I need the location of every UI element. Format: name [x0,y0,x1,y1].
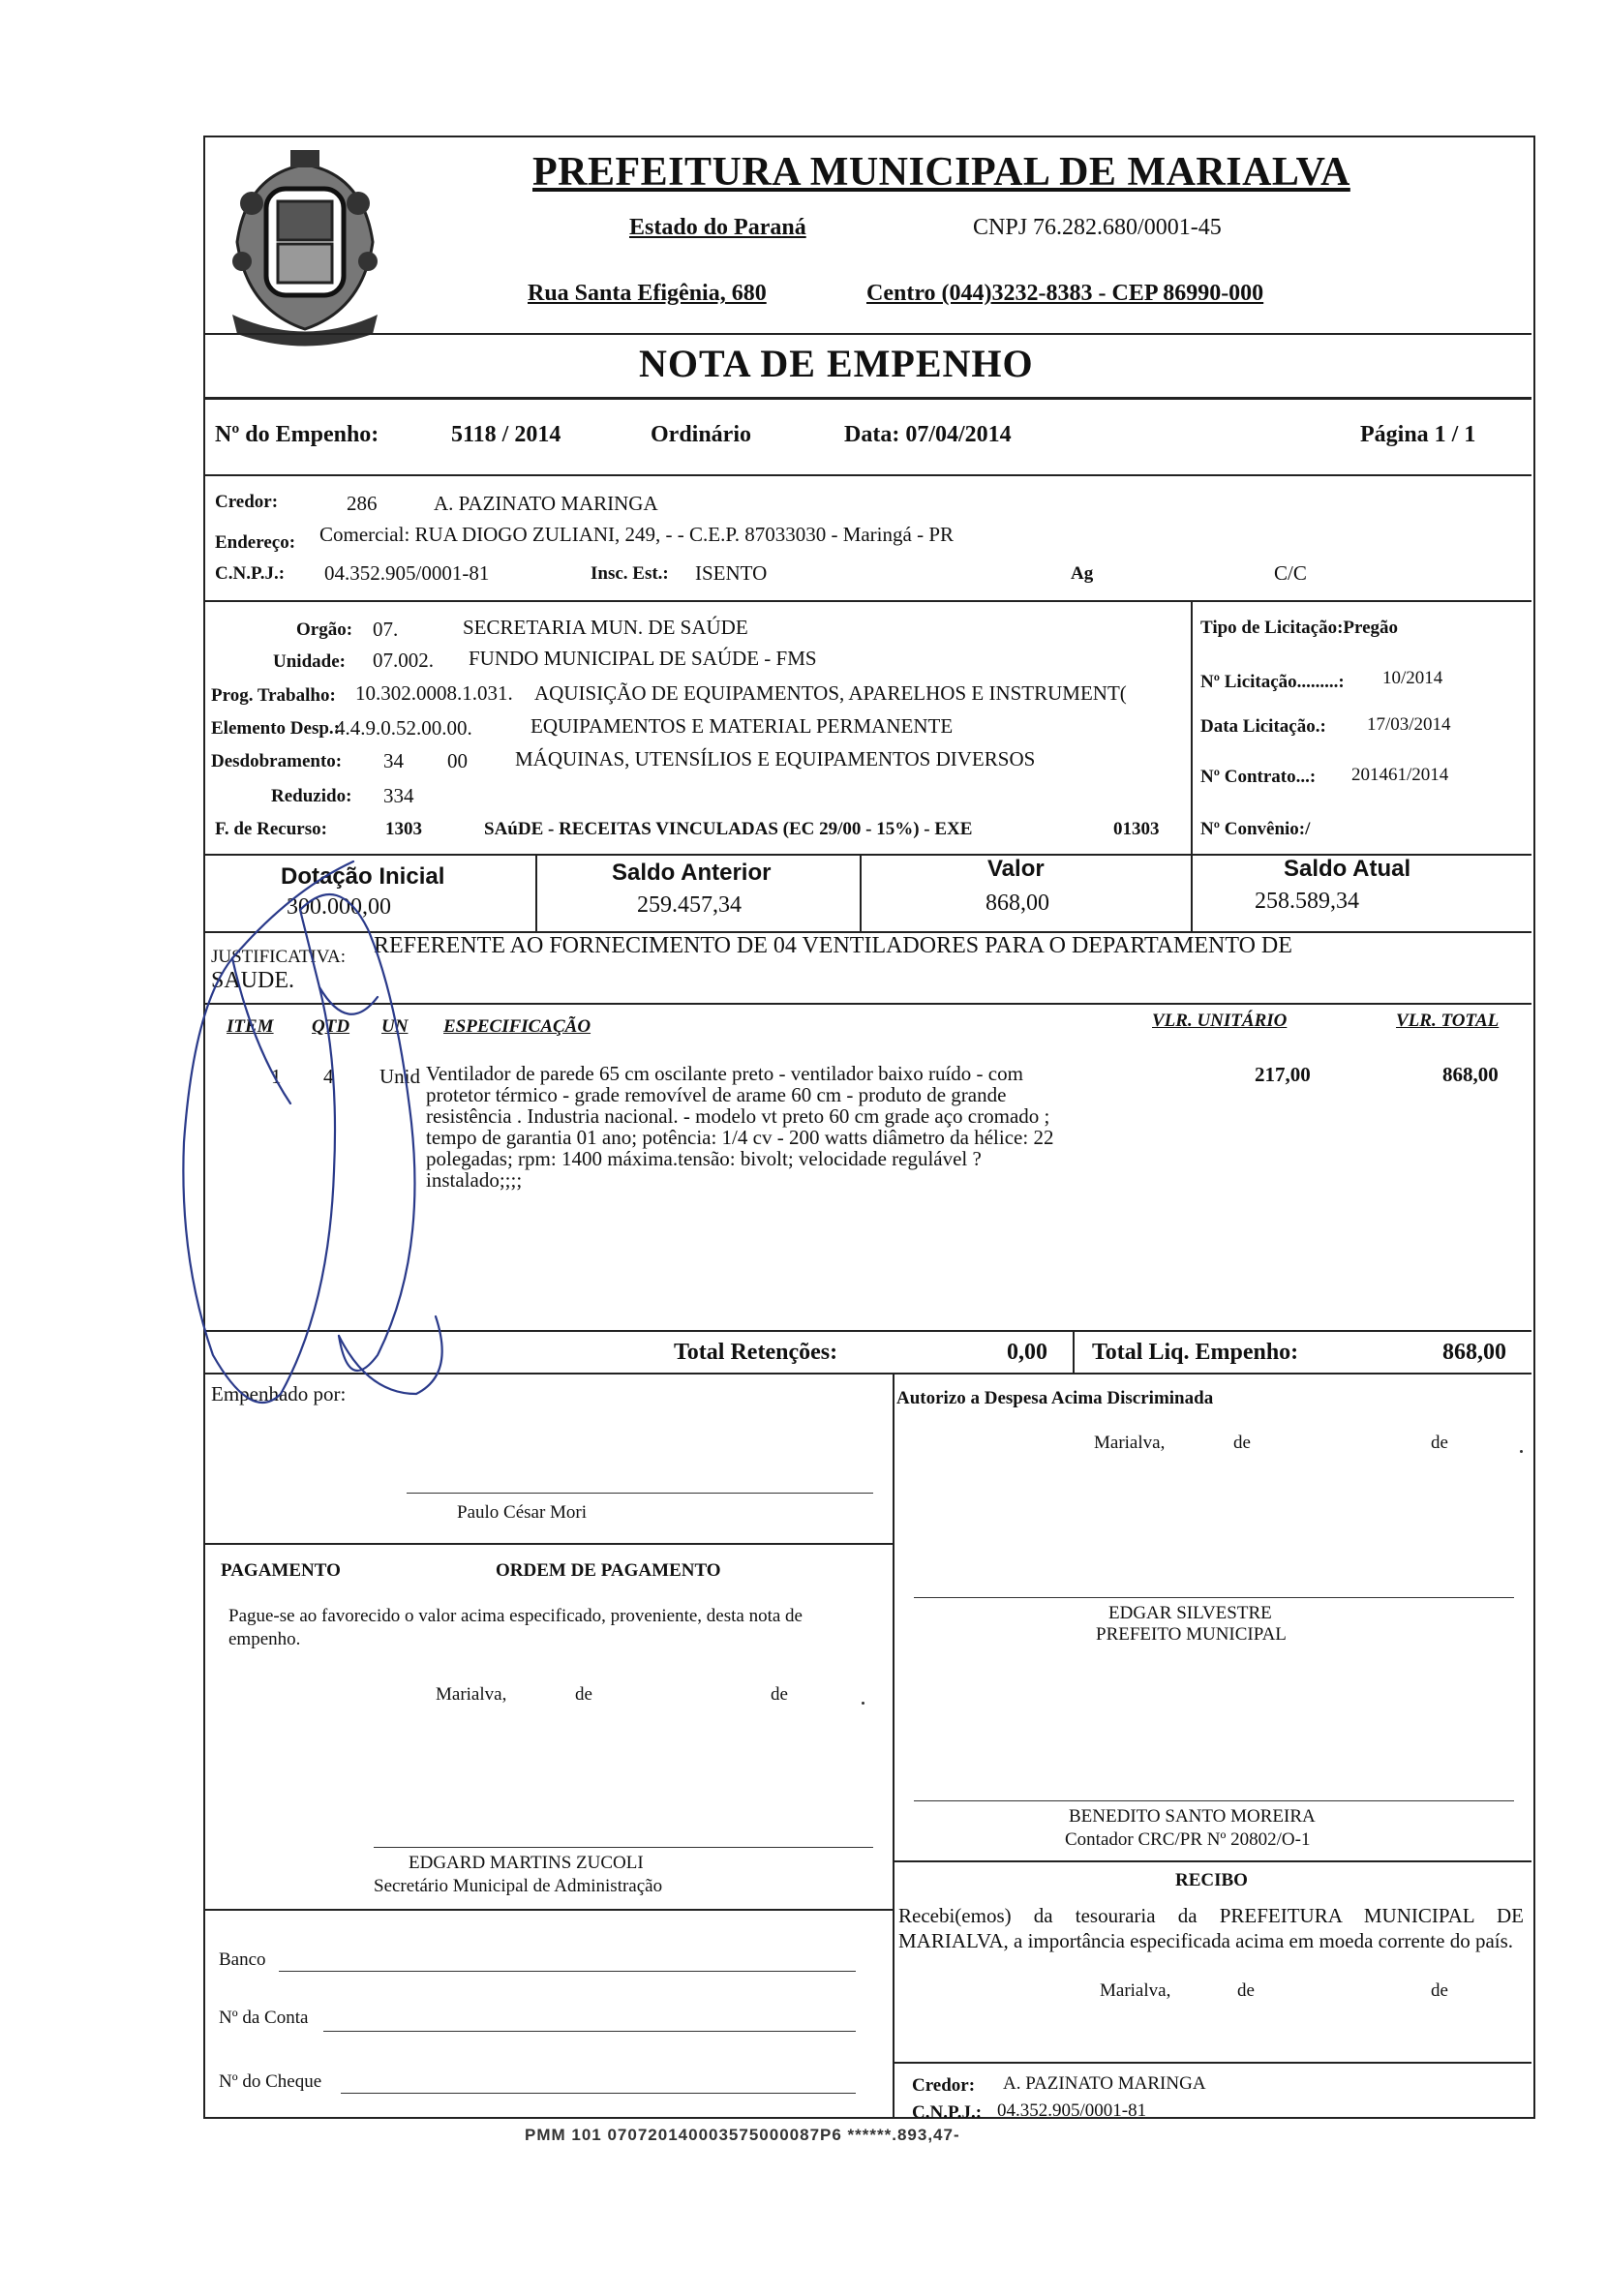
credor-address: Comercial: RUA DIOGO ZULIANI, 249, - - C.E.P. 87033030 - Maringá - PR [319,523,955,546]
recibo-title: RECIBO [1175,1870,1248,1890]
recibo-cnpj: 04.352.905/0001-81 [997,2100,1147,2121]
total-liq-value: 868,00 [1442,1340,1506,1365]
empenho-label: Nº do Empenho: [215,422,379,447]
col-qtd: QTD [312,1016,350,1037]
licitacao-numero-label: Nº Licitação.........: [1200,672,1345,692]
empenho-type: Ordinário [651,422,752,447]
prefeito-cargo: PREFEITO MUNICIPAL [1096,1624,1287,1645]
address-rest: Centro (044)3232-8383 - CEP 86990-000 [866,281,1264,306]
secretario-cargo: Secretário Municipal de Administração [374,1876,663,1896]
col-especificacao: ESPECIFICAÇÃO [443,1016,591,1037]
item-total-value: 868,00 [1442,1063,1499,1086]
empenho-date: Data: 07/04/2014 [844,422,1012,447]
document-title: NOTA DE EMPENHO [639,342,1034,385]
recibo-credor-label: Credor: [912,2075,976,2096]
dotacao-value: 300.000,00 [287,894,391,920]
justificativa-text-1: REFERENTE AO FORNECIMENTO DE 04 VENTILADORES PARA O DEPARTAMENTO DE [374,933,1292,958]
prefeitura-title: PREFEITURA MUNICIPAL DE MARIALVA [532,150,1350,195]
orgao-name: SECRETARIA MUN. DE SAÚDE [463,616,748,639]
valor-value: 868,00 [985,891,1049,916]
unidade-label: Unidade: [273,651,346,672]
recibo-local: Marialva, [1100,1980,1171,2001]
recurso-name: SAúDE - RECEITAS VINCULADAS (EC 29/00 - 15%) - EXE [484,819,973,839]
prefeito-nome: EDGAR SILVESTRE [1108,1603,1272,1623]
valor-label: Valor [987,856,1045,882]
contrato-label: Nº Contrato...: [1200,767,1317,787]
saldo-atual-label: Saldo Atual [1284,856,1411,882]
recibo-de-2: de [1431,1980,1448,2001]
elemento-label: Elemento Desp.: [211,718,340,739]
recibo-text: Recebi(emos) da tesouraria da PREFEITURA MUNICIPAL DE MARIALVA, a importância especificada acima em moeda corrente do país. [898,1904,1524,1952]
cc-label: C/C [1274,561,1307,585]
prog-code: 10.302.0008.1.031. [355,681,513,705]
total-liq-label: Total Liq. Empenho: [1092,1340,1299,1365]
desdobramento-code1: 34 [383,749,404,772]
data-licitacao-label: Data Licitação.: [1200,716,1326,737]
total-retencoes-value: 0,00 [1007,1340,1047,1365]
ordem-pagamento-label: ORDEM DE PAGAMENTO [496,1560,721,1581]
elemento-name: EQUIPAMENTOS E MATERIAL PERMANENTE [531,714,954,738]
desdobramento-label: Desdobramento: [211,751,343,771]
justificativa-label: JUSTIFICATIVA: [211,947,347,967]
address-street: Rua Santa Efigênia, 680 [528,281,767,306]
orgao-label: Orgão: [296,619,353,640]
pagamento-local: Marialva, [436,1684,507,1705]
contrato-value: 201461/2014 [1351,765,1449,785]
reduzido-label: Reduzido: [271,786,352,806]
saldo-anterior-value: 259.457,34 [637,892,742,918]
contador-cargo: Contador CRC/PR Nº 20802/O-1 [1065,1829,1311,1850]
autorizo-local: Marialva, [1094,1433,1166,1453]
saldo-atual-value: 258.589,34 [1255,889,1359,914]
page-number: Página 1 / 1 [1360,422,1476,447]
prog-name: AQUISIÇÃO DE EQUIPAMENTOS, APARELHOS E INSTRUMENT( [534,681,1127,705]
empenhado-por-nome: Paulo César Mori [457,1502,588,1523]
item-description: Ventilador de parede 65 cm oscilante preto - ventilador baixo ruído - com protetor térmico - grade removível de arame 60 cm - produto de grande resistência . Industria nacional. - modelo vt preto 60 cm grade aço cromado ; tempo de garantia 01 ano; potência: 1/4 cv - 200 watts diâmetro da hélice: 22 polegadas; rpm: 1400 máxima.tensão: bivolt; velocidade regulável ? instalado;;;; [426,1062,1054,1192]
desdobramento-name: MÁQUINAS, UTENSÍLIOS E EQUIPAMENTOS DIVERSOS [515,747,1036,770]
tipo-licitacao: Tipo de Licitação:Pregão [1200,618,1399,638]
col-vlr-unitario: VLR. UNITÁRIO [1152,1011,1288,1031]
endereco-label: Endereço: [215,532,296,553]
ag-label: Ag [1071,563,1094,584]
cnpj-label: C.N.P.J.: [215,563,286,584]
estado-label: Estado do Paraná [629,215,806,240]
prog-label: Prog. Trabalho: [211,685,336,706]
col-item: ITEM [227,1016,274,1037]
credor-code: 286 [347,492,378,515]
handwritten-signature [174,852,678,1510]
credor-cnpj: 04.352.905/0001-81 [324,561,490,585]
dotacao-label: Dotação Inicial [281,863,445,890]
item-unit-value: 217,00 [1255,1063,1311,1086]
empenho-number: 5118 / 2014 [451,422,561,447]
item-qtd: 4 [323,1065,334,1088]
licitacao-numero: 10/2014 [1382,668,1443,688]
pague-text: Pague-se ao favorecido o valor acima especificado, proveniente, desta nota de empenho. [228,1606,803,1649]
cheque-label: Nº do Cheque [219,2071,322,2092]
item-number: 1 [271,1065,282,1088]
elemento-code: 4.4.9.0.52.00.00. [335,716,472,740]
unidade-name: FUNDO MUNICIPAL DE SAÚDE - FMS [469,647,817,670]
unidade-code: 07.002. [373,649,434,672]
justificativa-text-2: SAUDE. [211,968,295,993]
banco-label: Banco [219,1949,266,1970]
recibo-de-1: de [1237,1980,1255,2001]
recurso-label: F. de Recurso: [215,819,327,839]
pagamento-de-1: de [575,1684,592,1705]
desdobramento-code2: 00 [447,749,468,772]
pagamento-de-2: de [771,1684,788,1705]
recurso-code2: 01303 [1113,819,1160,839]
orgao-code: 07. [373,618,399,641]
insc-value: ISENTO [695,561,768,585]
empenhado-por-label: Empenhado por: [211,1382,347,1405]
autorizo-despesa: Autorizo a Despesa Acima Discriminada [896,1388,1214,1408]
autorizo-de-2: de [1431,1433,1448,1453]
reduzido-value: 334 [383,784,414,807]
footer-code: PMM 101 070720140003575000087P6 ******.893,47- [525,2126,960,2144]
credor-label: Credor: [215,492,279,512]
autorizo-de-1: de [1233,1433,1251,1453]
cnpj-prefeitura: CNPJ 76.282.680/0001-45 [973,215,1222,240]
contador-nome: BENEDITO SANTO MOREIRA [1069,1806,1316,1827]
secretario-nome: EDGARD MARTINS ZUCOLI [409,1853,644,1873]
data-licitacao: 17/03/2014 [1367,714,1451,735]
item-un: Unid [379,1065,420,1088]
insc-label: Insc. Est.: [591,563,669,584]
total-retencoes-label: Total Retenções: [674,1340,838,1365]
convenio-label: Nº Convênio:/ [1200,819,1311,839]
col-un: UN [381,1016,409,1037]
credor-name: A. PAZINATO MARINGA [434,492,658,515]
recurso-code: 1303 [385,819,422,839]
recibo-cnpj-label: C.N.P.J.: [912,2102,983,2123]
recibo-credor-nome: A. PAZINATO MARINGA [1003,2073,1206,2094]
col-vlr-total: VLR. TOTAL [1396,1011,1500,1031]
conta-label: Nº da Conta [219,2008,309,2028]
saldo-anterior-label: Saldo Anterior [612,860,772,886]
pagamento-label: PAGAMENTO [221,1560,341,1581]
